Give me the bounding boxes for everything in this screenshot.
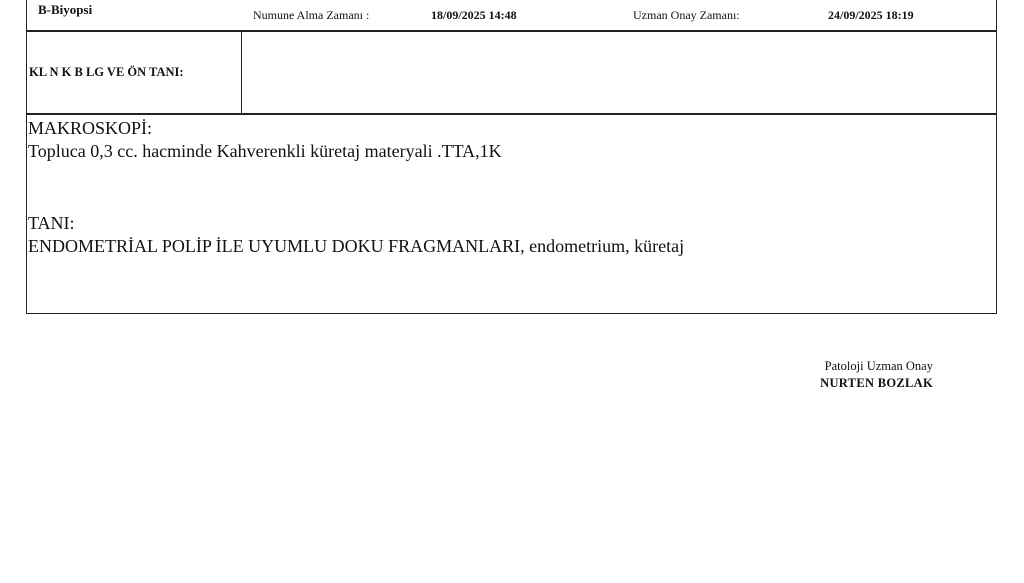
signature-title: Patoloji Uzman Onay	[824, 359, 933, 373]
pathology-report-box	[26, 0, 997, 314]
approval-time-value: 24/09/2025 18:19	[828, 8, 914, 22]
approval-time-label: Uzman Onay Zamanı:	[633, 8, 740, 22]
macroscopy-heading: MAKROSKOPİ:	[28, 118, 153, 138]
macroscopy-text: Topluca 0,3 cc. hacminde Kahverenkli küretaj materyali .TTA,1K	[28, 141, 502, 161]
diagnosis-heading: TANI:	[28, 213, 75, 233]
report-header-row	[27, 0, 996, 32]
clinical-info-label: KL N K B LG VE ÖN TANI:	[27, 32, 242, 113]
signature-block	[820, 358, 933, 392]
report-body	[27, 115, 996, 313]
signer-name: NURTEN BOZLAK	[820, 376, 933, 390]
report-type: B-Biyopsi	[38, 2, 93, 17]
clinical-info-value	[243, 32, 996, 113]
sample-time-label: Numune Alma Zamanı :	[253, 8, 370, 22]
sample-time-value: 18/09/2025 14:48	[431, 8, 517, 22]
clinical-info-row	[27, 32, 996, 115]
diagnosis-text: ENDOMETRİAL POLİP İLE UYUMLU DOKU FRAGMANLARI, endometrium, küretaj	[28, 236, 685, 256]
